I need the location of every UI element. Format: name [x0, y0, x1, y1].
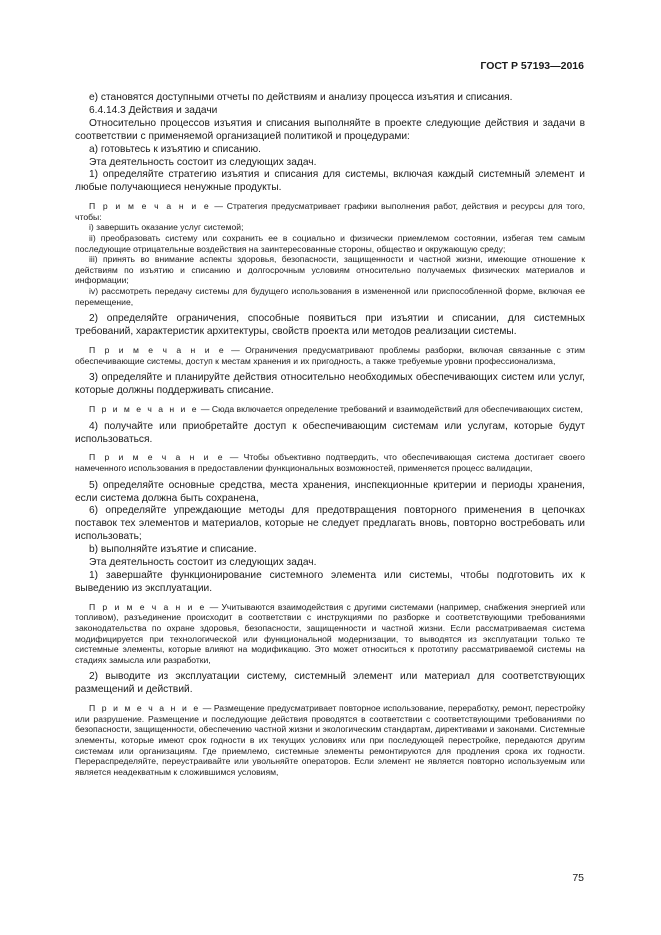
paragraph: e) становятся доступными отчеты по действиям и анализу процесса изъятия и списания. — [89, 92, 513, 103]
page-number: 75 — [572, 872, 584, 884]
note-item: ii) преобразовать систему или сохранить ее в социально и физически приемлемом состоянии, избегая тем самым последующие отрицательные воздействия на заинтересованные стороны, общество и окружающую среду; — [75, 233, 585, 254]
note-text: — Учитываются взаимодействия с другими системами (например, снабжения энергией или топливом), разъединение происходит в соответствии с инструкциями по разборке и соответствующими требованиями законодательства по охране здоровья, безопасности, защищенности и частной жизни. Если рассматриваемая система модифицируется при технологической или функциональной модернизации, то выводятся из эксплуатации только те системные элементы, которые влияют на модификацию. Это может относиться к прототипу рассматриваемой системы на стадиях замысла или разработки, — [75, 601, 585, 665]
list-item: 4) получайте или приобретайте доступ к обеспечивающим системам или услугам, которые будут использоваться. — [75, 420, 585, 445]
note — [75, 703, 585, 777]
section-heading: 6.4.14.3 Действия и задачи — [89, 104, 218, 116]
list-item: 1) определяйте стратегию изъятия и списания для системы, включая каждый системный элемент и любые получающиеся ненужные продукты. — [75, 169, 585, 194]
note-item: i) завершить оказание услуг системой; — [89, 222, 244, 233]
note-lead: П р и м е ч а н и е — [89, 201, 211, 212]
note — [75, 345, 585, 366]
note — [75, 201, 585, 222]
note-lead: П р и м е ч а н и е — [89, 601, 207, 612]
paragraph: Относительно процессов изъятия и списания выполняйте в проекте следующие действия и задачи в соответствии с применяемой организацией политикой и процедурами: — [75, 117, 585, 142]
paragraph: Эта деятельность состоит из следующих задач. — [89, 557, 317, 569]
document-id: ГОСТ Р 57193—2016 — [480, 60, 584, 72]
note-text: — Сюда включается определение требований и взаимодействий для обеспечивающих систем, — [198, 404, 583, 414]
list-item: b) выполняйте изъятие и списание. — [89, 544, 257, 556]
page-content — [75, 92, 585, 777]
note — [75, 602, 585, 666]
note — [75, 452, 585, 473]
list-item: 2) определяйте ограничения, способные появиться при изъятии и списании, для системных требований, характеристик архитектуры, свойств проекта или методов реализации системы. — [75, 313, 585, 338]
list-item: 3) определяйте и планируйте действия относительно необходимых обеспечивающих систем или услуг, которые должны поддерживать списание. — [75, 372, 585, 397]
paragraph: Эта деятельность состоит из следующих задач. — [89, 156, 317, 168]
note-text: — Стратегия предусматривает графики выполнения работ, действия и ресурсы для того, чтобы: — [75, 201, 586, 222]
note-text: — Чтобы объективно подтвердить, что обеспечивающая система достигает своего намеченного использования в предоставлении функциональных возможностей, применяется процесс валидации, — [75, 452, 585, 473]
list-item: 2) выводите из эксплуатации систему, системный элемент или материал для соответствующих размещений и действий. — [75, 671, 585, 696]
note-lead: П р и м е ч а н и е — [89, 404, 199, 414]
note-text: — Ограничения предусматривают проблемы разборки, включая связанные с этим обеспечивающие системы, доступ к местам хранения и их пригодность, а также требуемые уровни профессионализма, — [75, 345, 585, 366]
note-lead: П р и м е ч а н и е — [89, 452, 225, 463]
note-text: — Размещение предусматривает повторное использование, переработку, ремонт, перестройку или разрушение. Размещение и последующие действия проводятся в соответствии с соответствующими требованиями по безопасности, защищенности, обеспечению частной жизни и экологическим стандартам, директивами и законами. Системные элементы, которые имеют срок годности в их текущих условиях или при последующей перестройке, передаются другим системам или организациям. Где приемлемо, системные элементы ремонтируются для продления срока их годности. Перераспределяйте, переустраивайте или увольняйте операторов. Если элемент не является повторно используемым или является неадекватным к сложившимся условиям, — [75, 703, 586, 777]
note — [75, 404, 585, 415]
list-item: а) готовьтесь к изъятию и списанию. — [89, 143, 261, 155]
note-item: iii) принять во внимание аспекты здоровья, безопасности, защищенности и частной жизни, имеющие отношение к действиям по изъятию и списанию и долгосрочным условиям относительно получаемых физических материалов и информации; — [75, 254, 585, 286]
list-item: 5) определяйте основные средства, места хранения, инспекционные критерии и периоды хранения, если система должна быть сохранена, — [75, 479, 585, 504]
note-lead: П р и м е ч а н и е — [89, 703, 201, 714]
list-item: 1) завершайте функционирование системного элемента или системы, чтобы подготовить их к выведению из эксплуатации. — [75, 569, 585, 594]
list-item: 6) определяйте упреждающие методы для предотвращения повторного применения в цепочках поставок тех элементов и материалов, которые не следует предлагать вновь, повторно востребовать или использовать; — [75, 505, 585, 543]
note-lead: П р и м е ч а н и е — [89, 345, 226, 355]
note-item: iv) рассмотреть передачу системы для будущего использования в измененной или приспособленной форме, включая ее перемещение, — [75, 286, 585, 307]
